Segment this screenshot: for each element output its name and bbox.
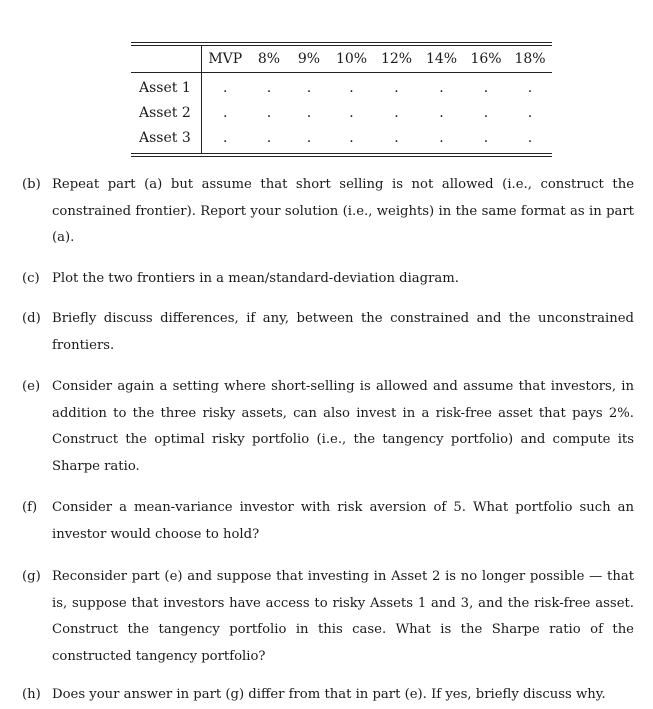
column-header: 8% <box>257 51 281 67</box>
column-header: 9% <box>297 51 321 67</box>
column-header: 14% <box>425 51 458 67</box>
question-item-g <box>22 564 634 670</box>
question-item-f <box>22 495 634 548</box>
question-list <box>22 172 634 709</box>
table-bottom-rule <box>131 153 552 157</box>
weight-cell: . <box>223 129 228 146</box>
weight-cell: . <box>349 79 354 96</box>
question-label: (g) <box>22 569 41 584</box>
question-text: Reconsider part (e) and suppose that investing in Asset 2 is no longer possible — that is, suppose that investors have access to risky Assets 1 and 3, and the risk-free asset. Construct the tangency portfolio in this case. What is the Sharpe ratio of the constructed tangency portfolio? <box>52 569 634 664</box>
weight-cell: . <box>394 79 399 96</box>
weight-cell: . <box>223 104 228 121</box>
weight-cell: . <box>394 129 399 146</box>
weight-cell: . <box>349 104 354 121</box>
weight-cell: . <box>483 79 489 96</box>
weight-cell: . <box>306 129 312 146</box>
row-label: Asset 3 <box>131 125 201 153</box>
column-header: 10% <box>335 51 368 67</box>
question-text: Briefly discuss differences, if any, between the constrained and the unconstrained frontiers. <box>52 311 634 353</box>
question-label: (f) <box>22 500 38 515</box>
weight-cell: . <box>266 104 272 121</box>
table-row <box>131 73 552 100</box>
question-label: (b) <box>22 177 41 192</box>
question-label: (d) <box>22 311 41 326</box>
weight-cell: . <box>306 79 312 96</box>
weight-cell: . <box>439 79 444 96</box>
weight-cell: . <box>266 129 272 146</box>
question-text: Consider again a setting where short-selling is allowed and assume that investors, in addition to the three risky assets, can also invest in a risk-free asset that pays 2%. Construct the optimal risky portfolio (i.e., the tangency portfolio) and compute its Sharpe ratio. <box>52 379 634 474</box>
weight-cell: . <box>266 79 272 96</box>
weight-cell: . <box>527 79 533 96</box>
question-text: Does your answer in part (g) differ from that in part (e). If yes, briefly discuss why. <box>52 687 606 702</box>
weight-cell: . <box>439 129 444 146</box>
question-text: Plot the two frontiers in a mean/standard-deviation diagram. <box>52 270 459 286</box>
question-label: (e) <box>22 379 41 394</box>
weight-cell: . <box>527 104 533 121</box>
weight-cell: . <box>349 129 354 146</box>
weight-cell: . <box>223 79 228 96</box>
question-item-b <box>22 172 634 252</box>
row-label: Asset 1 <box>131 73 201 100</box>
portfolio-weights-table <box>131 46 552 153</box>
table-corner-cell <box>131 46 201 72</box>
row-label: Asset 2 <box>131 100 201 125</box>
question-text: Repeat part (a) but assume that short selling is not allowed (i.e., construct the constrained frontier). Report your solution (i.e., weights) in the same format as in part (a). <box>52 177 634 245</box>
column-header: 12% <box>380 51 413 67</box>
column-header: MVP <box>208 51 243 67</box>
weight-cell: . <box>483 104 489 121</box>
table-row <box>131 100 552 125</box>
question-item-e <box>22 374 634 480</box>
weight-cell: . <box>394 104 399 121</box>
table-header-row <box>131 46 552 72</box>
question-text: Consider a mean-variance investor with risk aversion of 5. What portfolio such an investor would choose to hold? <box>52 500 634 542</box>
question-item-c <box>22 266 634 293</box>
portfolio-weights-table-container <box>131 42 552 157</box>
question-item-d <box>22 306 634 359</box>
weight-cell: . <box>527 129 533 146</box>
question-item-h <box>22 682 634 709</box>
question-label: (h) <box>22 687 41 702</box>
weight-cell: . <box>483 129 489 146</box>
question-label: (c) <box>22 270 40 286</box>
column-header: 16% <box>470 51 502 67</box>
table-row <box>131 125 552 153</box>
column-header: 18% <box>514 51 546 67</box>
weight-cell: . <box>439 104 444 121</box>
weight-cell: . <box>306 104 312 121</box>
